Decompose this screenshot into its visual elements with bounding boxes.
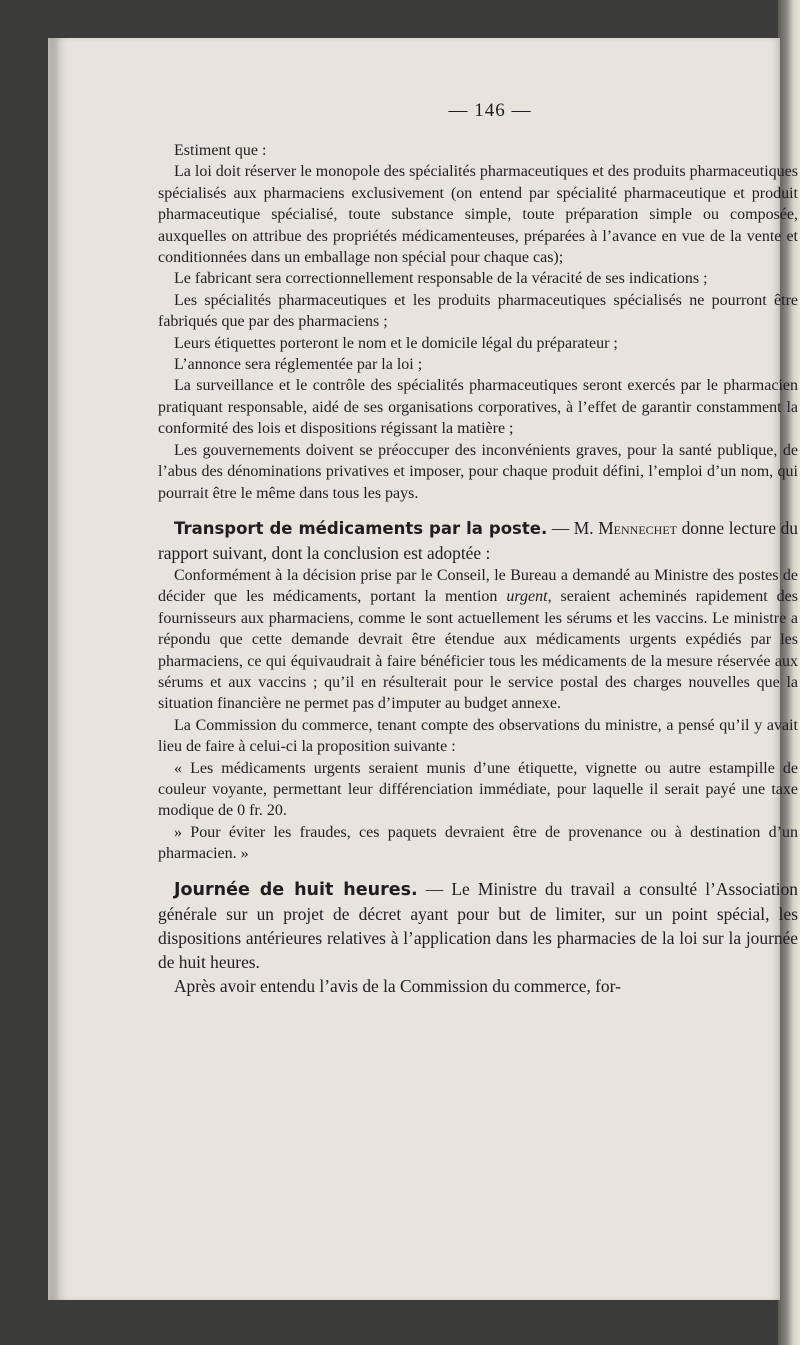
paragraph: Estiment que : [174,142,267,159]
section-intro: Journée de huit heures. — Le Ministre du travail a consulté l’Association générale sur un projet de décret ayant pour but de limiter, sur un point spécial, les dispositions antérieures relatives à l’application dans les pharmacies de la loi sur la journée de huit heures. [158,878,798,972]
section-transport [158,516,798,865]
paragraph: « Les médicaments urgents seraient munis d’une étiquette, vignette ou autre estampille de couleur voyante, permettant leur différenciation immédiate, pour laquelle il serait payé une taxe modique de 0 fr. 20. [158,759,798,820]
paragraph: La loi doit réserver le monopole des spécialités pharmaceutiques et des produits pharmaceutiques spécialisés aux pharmaciens exclusivement (on entend par spécialité pharmaceutique et produit pharmaceutique spécialisé, toute substance simple, toute préparation simple ou composée, auxquelles on attribue des propriétés médicamenteuses, préparées à l’avance en vue de la vente et conditionnées dans un emballage non spécial pour chaque cas); [158,163,798,267]
page-text [158,100,798,998]
section-heading: Transport de médicaments par la poste. [174,518,548,538]
book-page [48,38,799,1300]
paragraph: Les spécialités pharmaceutiques et les produits pharmaceutiques spécialisés ne pourront être fabriqués que par des pharmaciens ; [158,291,798,331]
paragraph: Le fabricant sera correctionnellement responsable de la véracité de ses indications ; [174,270,708,288]
section-huit-heures [158,877,798,998]
section-intro: Transport de médicaments par la poste. — M. Mennechet donne lecture du rapport suivant, dont la conclusion est adoptée : [158,517,799,563]
paragraph: La surveillance et le contrôle des spécialités pharmaceutiques seront exercés par le pharmacien pratiquant responsable, aidé de ses organisations corporatives, à l’effet de garantir constamment la conformité des lois et dispositions régissant la matière ; [158,377,798,438]
paragraph: Après avoir entendu l’avis de la Commission du commerce, for- [174,975,621,996]
paragraph: La Commission du commerce, tenant compte des observations du ministre, a pensé qu’il y avait lieu de faire à celui-ci la proposition suivante : [158,716,798,756]
section-resolutions [158,140,798,504]
paragraph: L’annonce sera réglementée par la loi ; [174,356,423,374]
paragraph: Leurs étiquettes porteront le nom et le domicile légal du préparateur ; [174,334,618,352]
speaker-name: Mennechet [598,517,678,538]
paragraph: » Pour éviter les fraudes, ces paquets devraient être de provenance ou à destination d’un pharmacien. » [158,823,798,863]
page-number: — 146 — [448,100,532,121]
paragraph: Conformément à la décision prise par le Conseil, le Bureau a demandé au Ministre des postes de décider que les médicaments, portant la mention urgent, seraient acheminés rapidement des fournisseurs aux pharmaciens, comme le sont actuellement les sérums et les vaccins. Le ministre a répondu que cette demande devrait être étendue aux médicaments urgents expédiés par les pharmaciens, ce qui équivaudrait à faire bénéficier tous les médicaments de la mesure réservée aux sérums et aux vaccins ; qu’il en résulterait pour le service postal des charges nouvelles que la situation financière ne permet pas d’imputer au budget annexe. [158,566,799,713]
section-heading: Journée de huit heures. [174,879,418,900]
paragraph: Les gouvernements doivent se préoccuper des inconvénients graves, pour la santé publique, de l’abus des dénominations privatives et imposer, pour chaque produit défini, l’emploi d’un nom, qui pourrait être le même dans tous les pays. [158,441,798,502]
